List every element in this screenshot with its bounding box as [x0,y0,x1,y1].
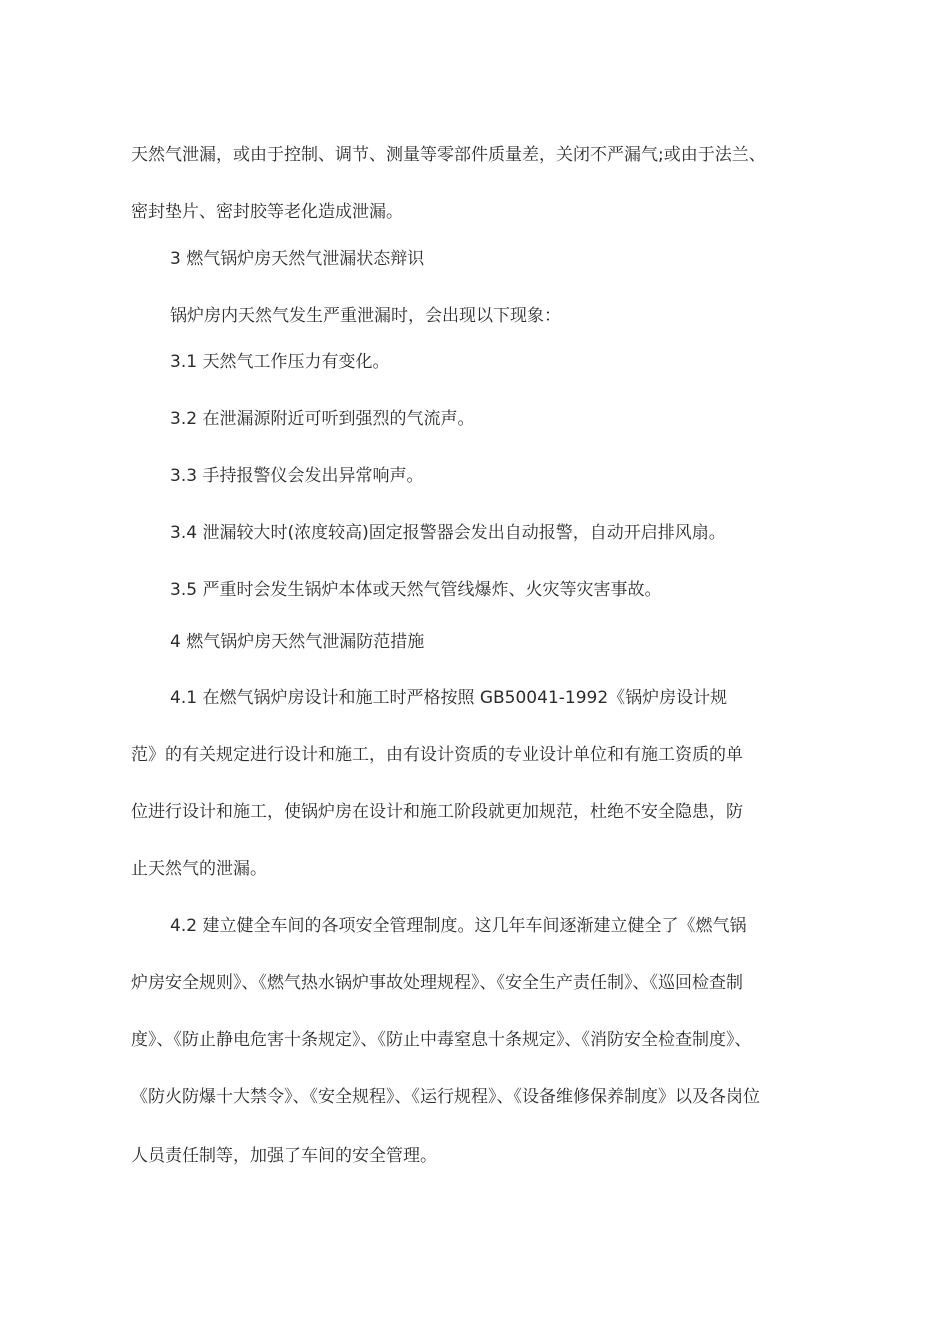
list-item: 3.3 手持报警仪会发出异常响声。 [170,466,424,486]
list-item: 3.1 天然气工作压力有变化。 [170,352,390,372]
paragraph-line: 4.1 在燃气锅炉房设计和施工时严格按照 GB50041-1992《锅炉房设计规 [170,688,728,708]
list-item: 3.2 在泄漏源附近可听到强烈的气流声。 [170,409,475,429]
paragraph-line: 《防火防爆十大禁令》、《安全规程》、《运行规程》、《设备维修保养制度》以及各岗位 [131,1087,760,1107]
paragraph-line: 天然气泄漏，或由于控制、调节、测量等零部件质量差，关闭不严漏气;或由于法兰、 [131,145,766,165]
section-heading: 3 燃气锅炉房天然气泄漏状态辩识 [170,249,425,269]
paragraph-line: 位进行设计和施工，使锅炉房在设计和施工阶段就更加规范，杜绝不安全隐患，防 [131,802,743,822]
section-heading: 4 燃气锅炉房天然气泄漏防范措施 [170,632,425,652]
paragraph-line: 炉房安全规则》、《燃气热水锅炉事故处理规程》、《安全生产责任制》、《巡回检查制 [131,973,743,993]
paragraph-line: 4.2 建立健全车间的各项安全管理制度。这几年车间逐渐建立健全了《燃气锅 [170,916,747,936]
list-item: 3.5 严重时会发生锅炉本体或天然气管线爆炸、火灾等灾害事故。 [170,580,662,600]
paragraph-line: 范》的有关规定进行设计和施工，由有设计资质的专业设计单位和有施工资质的单 [131,745,743,765]
paragraph-line: 止天然气的泄漏。 [131,859,267,879]
paragraph-line: 人员责任制等，加强了车间的安全管理。 [131,1146,437,1166]
paragraph-line: 锅炉房内天然气发生严重泄漏时，会出现以下现象： [170,306,561,326]
list-item: 3.4 泄漏较大时(浓度较高)固定报警器会发出自动报警，自动开启排风扇。 [170,523,726,543]
paragraph-line: 密封垫片、密封胶等老化造成泄漏。 [131,202,403,222]
paragraph-line: 度》、《防止静电危害十条规定》、《防止中毒窒息十条规定》、《消防安全检查制度》、 [131,1030,752,1050]
